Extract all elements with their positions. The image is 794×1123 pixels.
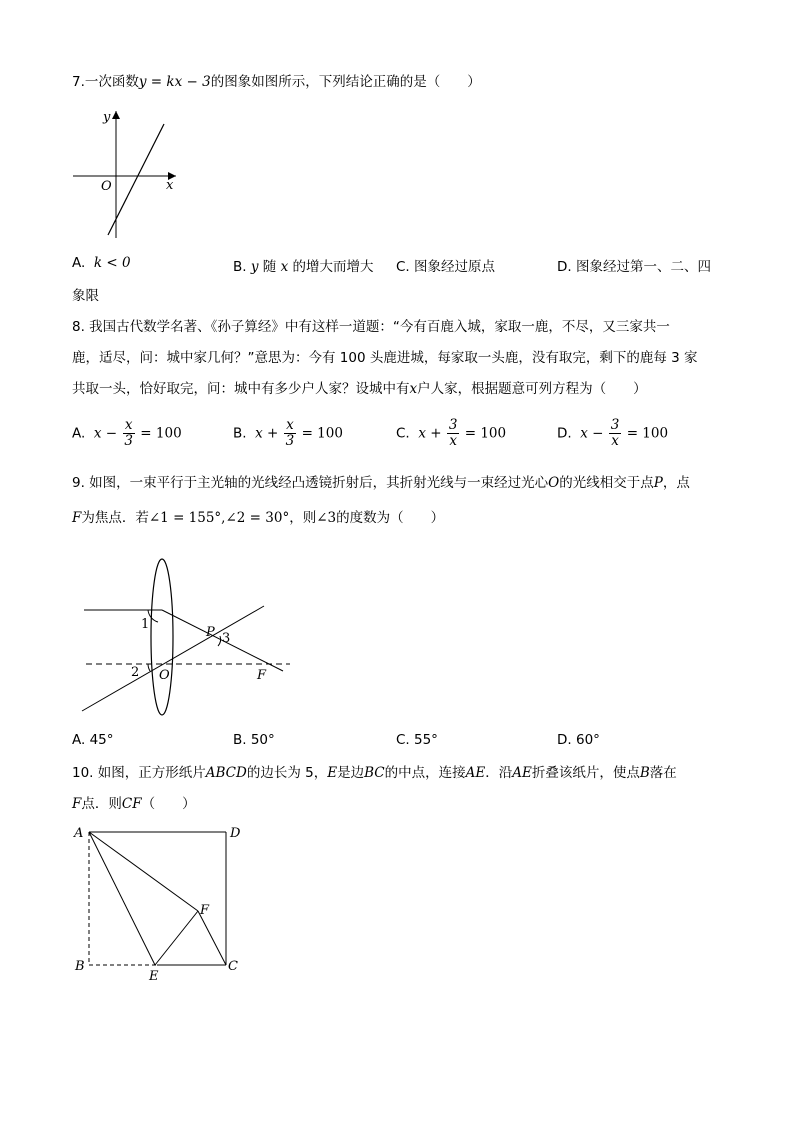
q8-option-d: D. x − $\frac{3}{x}$ = 100 (557, 417, 669, 449)
q9-option-d: D. 60° (557, 732, 600, 748)
q9-option-a: A. 45° (72, 732, 114, 748)
q10-point-c-label: C (228, 959, 238, 974)
q10-point-d-label: D (230, 826, 241, 841)
q9-angle3-label: 3 (222, 631, 231, 646)
q9-angle2-label: 2 (131, 665, 140, 680)
q10-point-f-label: F (200, 903, 210, 918)
q9-line1: 9. 如图，一束平行于主光轴的光线经凸透镜折射后，其折射光线与一束经过光心O的光线相交于点P，点 (72, 475, 690, 491)
q10-point-a-label: A (74, 826, 84, 841)
q8-option-c: C. x + $\frac{3}{x}$ = 100 (396, 417, 507, 449)
q9-point-p-label: P (206, 625, 215, 640)
q10-line2: F点．则CF（ ） (72, 796, 196, 812)
q9-angle1-label: 1 (141, 617, 150, 632)
q8-option-a: A. x − $\frac{x}{3}$ = 100 (72, 417, 182, 449)
q7-option-d-wrap: 象限 (72, 288, 99, 304)
q7-x-label: x (166, 178, 174, 193)
q7-origin-label: O (101, 179, 112, 194)
q9-line2: F为焦点．若∠1 = 155°,∠2 = 30°，则∠3的度数为（ ） (72, 510, 445, 526)
q10-line1: 10. 如图，正方形纸片ABCD的边长为 5，E是边BC的中点，连接AE．沿AE折叠该纸片，使点B落在 (72, 765, 677, 781)
q8-line2: 鹿，适尽，问：城中家几何？”意思为：今有 100 头鹿进城，每家取一头鹿，没有取完，剩下的鹿每 3 家 (72, 350, 698, 366)
q7-option-c: C. 图象经过原点 (396, 259, 496, 275)
q7-option-b: B. y 随 x 的增大而增大 (233, 259, 374, 275)
q10-point-e-label: E (149, 969, 159, 984)
q8-line3: 共取一头，恰好取完，问：城中有多少户人家？设城中有x户人家，根据题意可列方程为（ ） (72, 381, 647, 397)
q7-y-label: y (103, 110, 111, 125)
q8-option-b: B. x + $\frac{x}{3}$ = 100 (233, 417, 343, 449)
q7-stem: 7.一次函数y = kx − 3的图象如图所示，下列结论正确的是（ ） (72, 74, 481, 90)
q9-option-b: B. 50° (233, 732, 275, 748)
q7-option-d: D. 图象经过第一、二、四 (557, 259, 711, 275)
q8-line1: 8. 我国古代数学名著、《孙子算经》中有这样一道题：“今有百鹿入城，家取一鹿，不尽，又三家共一 (72, 319, 670, 335)
q9-point-f-label: F (257, 668, 267, 683)
q9-point-o-label: O (159, 668, 170, 683)
q7-option-a: A. k < 0 (72, 255, 131, 271)
q9-option-c: C. 55° (396, 732, 438, 748)
q10-point-b-label: B (75, 959, 85, 974)
